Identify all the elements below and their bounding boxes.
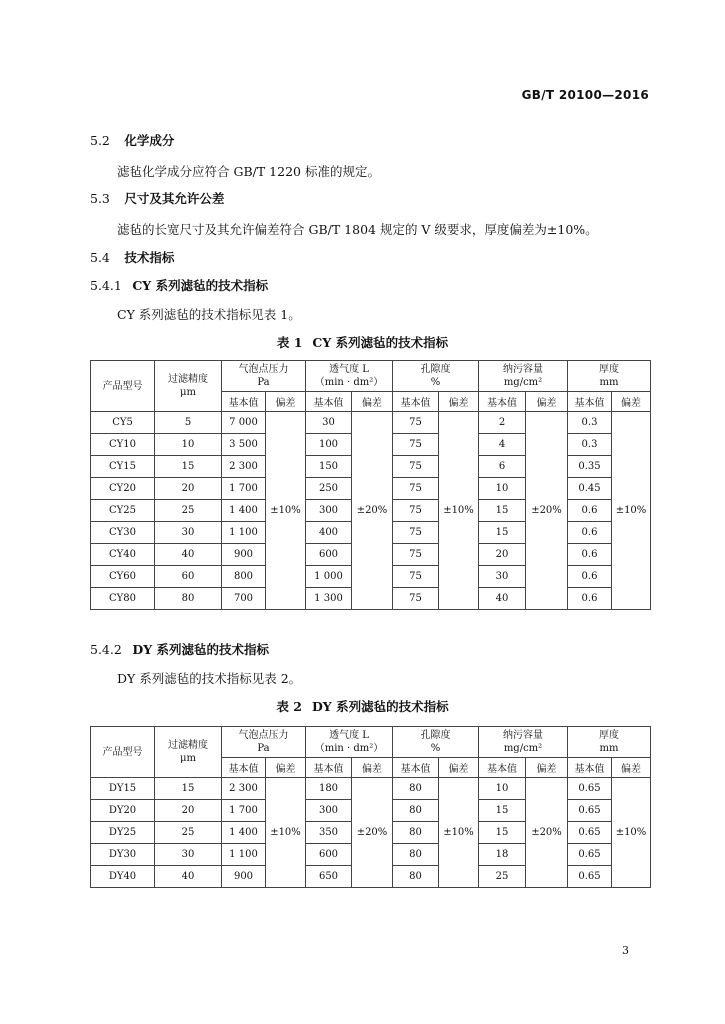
cell-precision: 40 (155, 866, 222, 888)
cell-thickness: 0.35 (568, 456, 612, 478)
cell-capacity: 4 (479, 434, 526, 456)
section-title: 尺寸及其允许公差 (124, 191, 225, 206)
cell-precision: 25 (155, 500, 222, 522)
cell-bubble: 2 300 (222, 778, 266, 800)
cell-thickness: 0.6 (568, 500, 612, 522)
cell-capacity: 18 (479, 844, 526, 866)
cell-capacity: 15 (479, 522, 526, 544)
header-perm-label: 透气度 L (329, 730, 369, 741)
header-bubble (222, 727, 306, 758)
subheader-dev: 偏差 (612, 392, 651, 412)
cell-porosity-deviation: ±10% (439, 412, 479, 610)
cell-bubble: 1 100 (222, 844, 266, 866)
table-1-caption (0, 333, 725, 351)
header-porosity-label: 孔隙度 (420, 730, 451, 741)
cell-perm: 600 (306, 844, 352, 866)
cell-bubble-deviation: ±10% (266, 412, 306, 610)
header-porosity (393, 361, 479, 392)
section-5-4-heading (90, 248, 174, 266)
cell-precision: 80 (155, 588, 222, 610)
header-precision-unit: μm (180, 387, 196, 398)
subheader-dev: 偏差 (266, 758, 306, 778)
section-5-4-2-body: DY 系列滤毡的技术指标见表 2。 (117, 671, 302, 686)
subheader-base: 基本值 (393, 392, 439, 412)
header-porosity-label: 孔隙度 (420, 364, 451, 375)
cell-precision: 25 (155, 822, 222, 844)
header-precision (155, 361, 222, 412)
cell-porosity: 75 (393, 588, 439, 610)
section-5-3-heading (90, 189, 224, 207)
header-precision-unit: μm (180, 753, 196, 764)
header-precision (155, 727, 222, 778)
cell-bubble: 3 500 (222, 434, 266, 456)
cell-precision: 20 (155, 800, 222, 822)
subheader-base: 基本值 (222, 758, 266, 778)
table-2 (90, 726, 651, 888)
subheader-base: 基本值 (306, 392, 352, 412)
section-title: 技术指标 (124, 250, 175, 265)
header-thickness-unit: mm (599, 377, 619, 388)
cell-capacity: 15 (479, 800, 526, 822)
subheader-base: 基本值 (222, 392, 266, 412)
header-capacity-unit: mg/cm² (503, 377, 543, 388)
cell-bubble: 1 700 (222, 800, 266, 822)
subheader-base: 基本值 (479, 392, 526, 412)
subheader-base: 基本值 (393, 758, 439, 778)
cell-thickness-deviation: ±10% (612, 778, 651, 888)
table-title: CY 系列滤毡的技术指标 (312, 335, 449, 350)
cell-capacity: 10 (479, 478, 526, 500)
section-5-2-body: 滤毡化学成分应符合 GB/T 1220 标准的规定。 (117, 164, 380, 179)
cell-thickness: 0.3 (568, 434, 612, 456)
table-title: DY 系列滤毡的技术指标 (311, 699, 449, 714)
cell-perm-deviation: ±20% (352, 412, 393, 610)
cell-capacity: 10 (479, 778, 526, 800)
cell-thickness: 0.6 (568, 588, 612, 610)
cell-perm: 600 (306, 544, 352, 566)
cell-perm: 300 (306, 500, 352, 522)
cell-precision: 5 (155, 412, 222, 434)
header-model: 产品型号 (91, 361, 155, 412)
table-1 (90, 360, 651, 610)
header-capacity (479, 361, 568, 392)
cell-perm: 150 (306, 456, 352, 478)
cell-thickness: 0.6 (568, 544, 612, 566)
cell-thickness: 0.65 (568, 822, 612, 844)
cell-porosity: 75 (393, 434, 439, 456)
cell-model: DY25 (91, 822, 155, 844)
header-thickness (568, 727, 651, 758)
cell-perm: 100 (306, 434, 352, 456)
cell-precision: 15 (155, 778, 222, 800)
section-number: 5.3 (90, 191, 110, 206)
cell-model: CY60 (91, 566, 155, 588)
cell-thickness: 0.3 (568, 412, 612, 434)
section-title: DY 系列滤毡的技术指标 (132, 642, 269, 657)
cell-precision: 10 (155, 434, 222, 456)
cell-precision: 15 (155, 456, 222, 478)
cell-bubble: 1 400 (222, 500, 266, 522)
header-precision-label: 过滤精度 (168, 740, 208, 751)
section-5-2-heading (90, 131, 174, 149)
table-row (91, 778, 651, 800)
table-label: 表 2 (276, 699, 302, 714)
header-perm (306, 727, 393, 758)
cell-capacity: 15 (479, 500, 526, 522)
cell-model: DY15 (91, 778, 155, 800)
cell-thickness: 0.6 (568, 566, 612, 588)
header-thickness-label: 厚度 (599, 730, 619, 741)
cell-porosity: 75 (393, 544, 439, 566)
header-thickness-label: 厚度 (599, 364, 619, 375)
header-capacity-unit: mg/cm² (503, 743, 543, 754)
header-bubble-unit: Pa (257, 377, 270, 388)
cell-perm: 1 300 (306, 588, 352, 610)
cell-thickness: 0.65 (568, 800, 612, 822)
cell-porosity: 75 (393, 456, 439, 478)
cell-model: CY25 (91, 500, 155, 522)
cell-bubble-deviation: ±10% (266, 778, 306, 888)
cell-thickness: 0.45 (568, 478, 612, 500)
cell-thickness: 0.6 (568, 522, 612, 544)
cell-precision: 30 (155, 844, 222, 866)
cell-thickness: 0.65 (568, 844, 612, 866)
cell-bubble: 700 (222, 588, 266, 610)
cell-porosity: 75 (393, 478, 439, 500)
cell-bubble: 900 (222, 866, 266, 888)
cell-porosity: 80 (393, 800, 439, 822)
cell-capacity-deviation: ±20% (526, 778, 568, 888)
header-precision-label: 过滤精度 (168, 374, 208, 385)
cell-porosity: 75 (393, 412, 439, 434)
section-title: 化学成分 (124, 133, 175, 148)
section-5-4-1-heading (90, 276, 268, 294)
cell-capacity: 2 (479, 412, 526, 434)
subheader-dev: 偏差 (526, 758, 568, 778)
cell-porosity-deviation: ±10% (439, 778, 479, 888)
header-perm-unit: （min · dm²） (314, 743, 384, 754)
cell-capacity: 30 (479, 566, 526, 588)
subheader-dev: 偏差 (526, 392, 568, 412)
cell-thickness-deviation: ±10% (612, 412, 651, 610)
header-porosity (393, 727, 479, 758)
cell-perm: 1 000 (306, 566, 352, 588)
cell-capacity: 15 (479, 822, 526, 844)
header-bubble-label: 气泡点压力 (238, 730, 289, 741)
cell-perm: 650 (306, 866, 352, 888)
subheader-base: 基本值 (479, 758, 526, 778)
section-5-4-1-body: CY 系列滤毡的技术指标见表 1。 (117, 307, 301, 322)
subheader-base: 基本值 (568, 758, 612, 778)
header-bubble-label: 气泡点压力 (238, 364, 289, 375)
section-number: 5.4.2 (90, 642, 122, 657)
cell-bubble: 1 700 (222, 478, 266, 500)
cell-perm: 30 (306, 412, 352, 434)
section-number: 5.4.1 (90, 278, 122, 293)
cell-bubble: 7 000 (222, 412, 266, 434)
subheader-dev: 偏差 (439, 758, 479, 778)
subheader-dev: 偏差 (352, 392, 393, 412)
table-2-caption (0, 697, 725, 715)
cell-capacity: 40 (479, 588, 526, 610)
cell-model: CY5 (91, 412, 155, 434)
subheader-dev: 偏差 (352, 758, 393, 778)
cell-bubble: 800 (222, 566, 266, 588)
header-perm-unit: （min · dm²） (314, 377, 384, 388)
header-perm (306, 361, 393, 392)
cell-precision: 40 (155, 544, 222, 566)
table-row (91, 412, 651, 434)
section-5-4-2-heading (90, 640, 269, 658)
header-capacity-label: 纳污容量 (503, 364, 543, 375)
cell-bubble: 1 100 (222, 522, 266, 544)
section-number: 5.2 (90, 133, 110, 148)
header-thickness-unit: mm (599, 743, 619, 754)
cell-porosity: 80 (393, 822, 439, 844)
cell-precision: 20 (155, 478, 222, 500)
cell-model: DY40 (91, 866, 155, 888)
cell-perm: 350 (306, 822, 352, 844)
header-bubble-unit: Pa (257, 743, 270, 754)
cell-porosity: 75 (393, 522, 439, 544)
cell-porosity: 75 (393, 500, 439, 522)
cell-thickness: 0.65 (568, 866, 612, 888)
cell-perm: 180 (306, 778, 352, 800)
cell-precision: 60 (155, 566, 222, 588)
cell-capacity: 25 (479, 866, 526, 888)
cell-thickness: 0.65 (568, 778, 612, 800)
cell-bubble: 2 300 (222, 456, 266, 478)
cell-model: DY20 (91, 800, 155, 822)
header-perm-label: 透气度 L (329, 364, 369, 375)
cell-porosity: 75 (393, 566, 439, 588)
cell-perm: 400 (306, 522, 352, 544)
standard-code: GB/T 20100—2016 (521, 88, 649, 102)
subheader-dev: 偏差 (612, 758, 651, 778)
section-title: CY 系列滤毡的技术指标 (132, 278, 269, 293)
header-bubble (222, 361, 306, 392)
cell-model: CY40 (91, 544, 155, 566)
cell-perm: 250 (306, 478, 352, 500)
subheader-base: 基本值 (568, 392, 612, 412)
cell-porosity: 80 (393, 778, 439, 800)
page-number: 3 (622, 944, 629, 957)
table-label: 表 1 (276, 335, 303, 350)
subheader-dev: 偏差 (439, 392, 479, 412)
cell-bubble: 1 400 (222, 822, 266, 844)
section-5-3-body: 滤毡的长宽尺寸及其允许偏差符合 GB/T 1804 规定的 V 级要求，厚度偏差为±10%。 (117, 222, 598, 237)
cell-bubble: 900 (222, 544, 266, 566)
cell-model: CY20 (91, 478, 155, 500)
header-porosity-unit: % (430, 377, 441, 388)
cell-model: CY80 (91, 588, 155, 610)
cell-capacity: 20 (479, 544, 526, 566)
cell-porosity: 80 (393, 866, 439, 888)
cell-perm: 300 (306, 800, 352, 822)
cell-model: CY10 (91, 434, 155, 456)
cell-precision: 30 (155, 522, 222, 544)
cell-model: CY30 (91, 522, 155, 544)
section-number: 5.4 (90, 250, 110, 265)
cell-model: CY15 (91, 456, 155, 478)
header-capacity (479, 727, 568, 758)
header-capacity-label: 纳污容量 (503, 730, 543, 741)
header-thickness (568, 361, 651, 392)
cell-capacity: 6 (479, 456, 526, 478)
subheader-base: 基本值 (306, 758, 352, 778)
cell-porosity: 80 (393, 844, 439, 866)
header-model: 产品型号 (91, 727, 155, 778)
cell-capacity-deviation: ±20% (526, 412, 568, 610)
cell-perm-deviation: ±20% (352, 778, 393, 888)
header-porosity-unit: % (430, 743, 441, 754)
cell-model: DY30 (91, 844, 155, 866)
subheader-dev: 偏差 (266, 392, 306, 412)
